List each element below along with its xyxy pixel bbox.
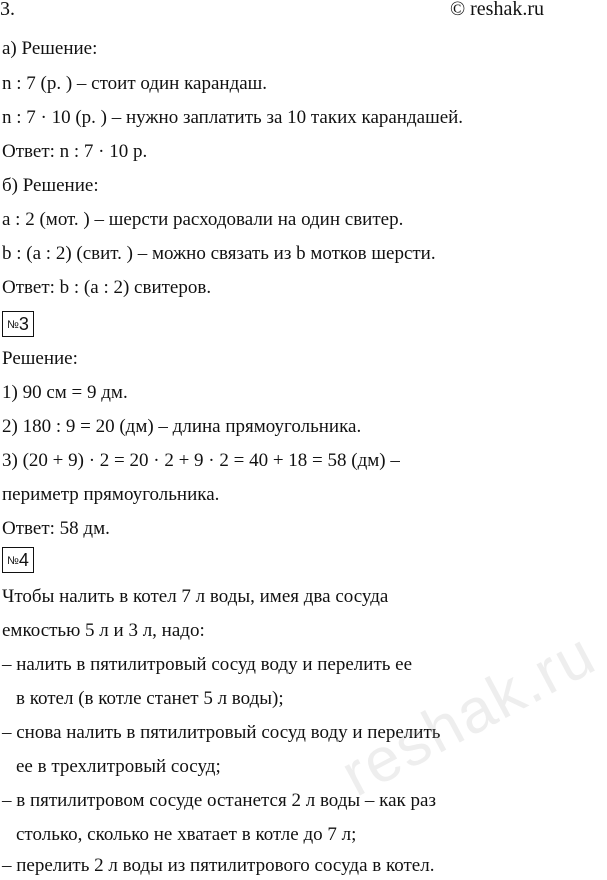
task-4-step-1: – налить в пятилитровый сосуд воду и перелить ее (2, 654, 413, 675)
part-b-line-2: b : (a : 2) (свит. ) – можно связать из b мотков шерсти. (2, 243, 436, 264)
task-4-number: 4 (18, 550, 29, 570)
part-b-answer: Ответ: b : (a : 2) свитеров. (2, 277, 212, 298)
number-sign: № (7, 555, 19, 567)
task-4-step-3: – в пятилитровом сосуде останется 2 л воды – как раз (2, 790, 436, 811)
task-4-line-2: емкостью 5 л и 3 л, надо: (2, 620, 205, 641)
part-b-line-1: a : 2 (мот. ) – шерсти расходовали на один свитер. (2, 209, 404, 230)
task-3-step-2: 2) 180 : 9 = 20 (дм) – длина прямоугольника. (2, 416, 362, 437)
task-3-step-3-cont: периметр прямоугольника. (2, 484, 220, 505)
task-4-step-1-cont: в котел (в котле станет 5 л воды); (16, 688, 284, 709)
problem-number: 3. (0, 0, 15, 20)
task-4-step-3-cont: столько, сколько не хватает в котле до 7 л; (16, 824, 357, 845)
task-3-solution-title: Решение: (2, 348, 78, 369)
task-4-step-2-cont: ее в трехлитровый сосуд; (16, 756, 221, 777)
number-sign: № (7, 319, 19, 331)
task-3-step-1: 1) 90 см = 9 дм. (2, 382, 128, 403)
part-a-line-2: n : 7 · 10 (р. ) – нужно заплатить за 10 таких карандашей. (2, 107, 464, 128)
task-3-step-3: 3) (20 + 9) · 2 = 20 · 2 + 9 · 2 = 40 + 18 = 58 (дм) – (2, 450, 400, 471)
source-label: © reshak.ru (449, 0, 544, 20)
part-a-answer: Ответ: n : 7 · 10 р. (2, 141, 148, 162)
task-4-badge (2, 547, 34, 573)
part-a-title: а) Решение: (2, 38, 98, 59)
task-4-line-1: Чтобы налить в котел 7 л воды, имея два сосуда (2, 586, 389, 607)
task-4-step-4: – перелить 2 л воды из пятилитрового сосуда в котел. (2, 855, 435, 876)
task-3-number: 3 (18, 314, 29, 334)
watermark: reshak.ru (330, 619, 607, 810)
part-a-line-1: n : 7 (р. ) – стоит один карандаш. (2, 73, 268, 94)
task-4-step-2: – снова налить в пятилитровый сосуд воду и перелить (2, 722, 441, 743)
task-3-answer: Ответ: 58 дм. (2, 518, 110, 539)
task-3-badge (2, 311, 34, 337)
part-b-title: б) Решение: (2, 175, 99, 196)
